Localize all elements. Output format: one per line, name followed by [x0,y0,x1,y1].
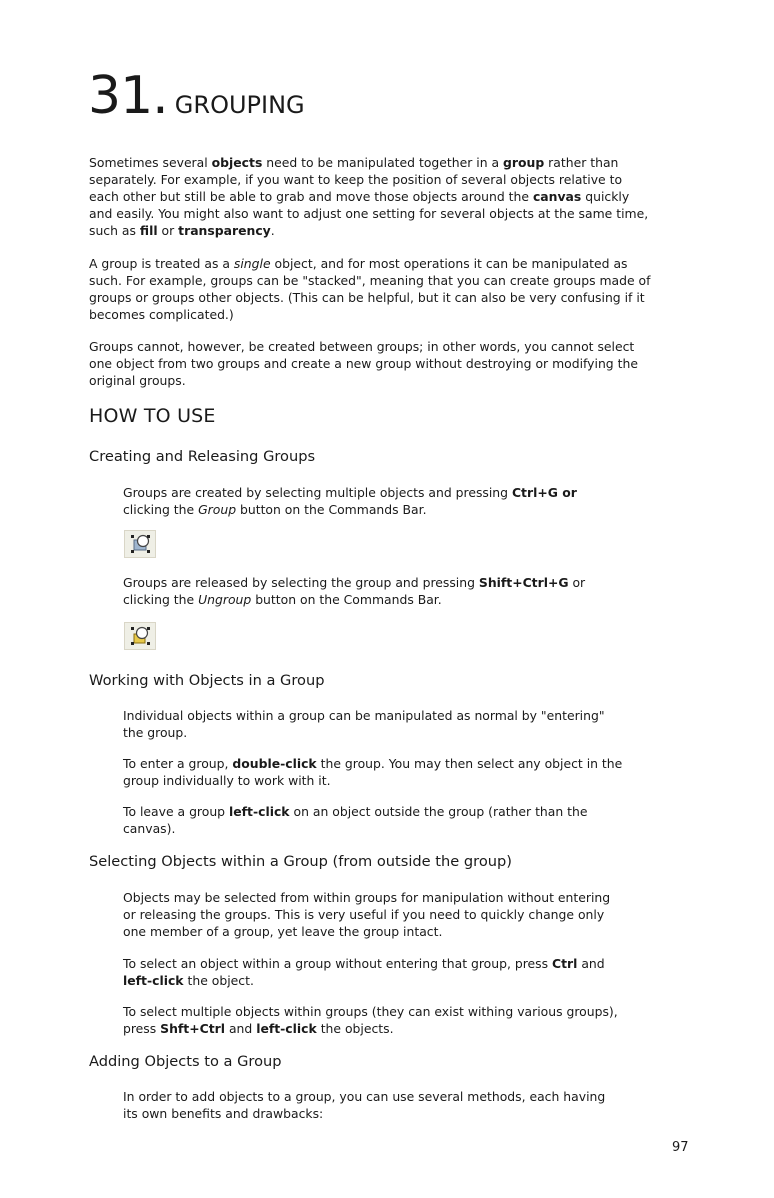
text-run: In order to add objects to a group, you can use several methods, each having its own benefits and drawbacks: [123,1089,606,1121]
bold-term: group [503,155,545,170]
text-run: or [157,223,179,238]
text-run: . [270,223,275,238]
text-run: the object. [183,973,254,988]
text-run: Groups cannot, however, be created between groups; in other words, you cannot select one object from two groups and create a new group without destroying or modifying the original groups. [89,339,638,388]
bold-term: Ctrl [552,956,578,971]
text-run: Groups are created by selecting multiple objects and pressing [123,485,512,500]
text-run: To leave a group [123,804,229,819]
text-run: and [225,1021,257,1036]
bold-term: left-click [123,973,184,988]
bold-term: left-click [256,1021,317,1036]
text-run: Sometimes several [89,155,212,170]
text-run: button on the Commands Bar. [251,592,442,607]
chapter-title [88,66,305,126]
text-run: To enter a group, [123,756,233,771]
text-run: the group. You may then select any object in the group individually to work with it. [123,756,623,788]
text-run: Groups are released by selecting the group and pressing [123,575,479,590]
selecting-paragraph-2 [123,955,623,989]
chapter-name: GROUPING [174,91,305,119]
bold-term: objects [211,155,263,170]
italic-term: Ungroup [198,592,252,607]
working-paragraph-3 [123,803,623,837]
text-run: rather than separately. For example, if you want to keep the position of several objects relative to each other but still be able to grab and move those objects around the [89,155,623,204]
bold-term: Ctrl+G or [511,485,577,500]
bold-term: transparency [178,223,271,238]
how-to-use-heading: HOW TO USE [89,405,216,427]
intro-paragraph-2 [89,255,655,323]
italic-term: single [233,256,271,271]
text-run: on an object outside the group (rather than the canvas). [123,804,588,836]
text-run: object, and for most operations it can be manipulated as such. For example, groups can be "stacked", meaning that you can create groups made of groups or groups other objects. (This can be helpful, but it can also be very confusing if it becomes complicated.) [89,256,651,322]
adding-heading: Adding Objects to a Group [89,1053,282,1070]
text-run: A group is treated as a [89,256,234,271]
page-number: 97 [672,1140,689,1155]
text-run: the objects. [316,1021,394,1036]
creating-paragraph-1 [123,484,623,518]
working-heading: Working with Objects in a Group [89,672,325,689]
creating-paragraph-2 [123,574,623,608]
group-icon [124,530,156,558]
text-run: or clicking the [123,575,586,607]
creating-releasing-heading: Creating and Releasing Groups [89,448,316,465]
selecting-paragraph-3 [123,1003,623,1037]
bold-term: Shift+Ctrl+G [478,575,569,590]
bold-term: double-click [232,756,317,771]
text-run: quickly and easily. You might also want to adjust one setting for several objects at the same time, such as [89,189,649,238]
selecting-paragraph-1 [123,889,623,940]
text-run: button on the Commands Bar. [236,502,427,517]
text-run: Individual objects within a group can be manipulated as normal by "entering" the group. [123,708,605,740]
text-run: and [577,956,605,971]
intro-paragraph-1 [89,154,655,239]
selecting-heading: Selecting Objects within a Group (from outside the group) [89,853,512,870]
italic-term: Group [198,502,237,517]
text-run: need to be manipulated together in a [262,155,504,170]
adding-paragraph-1 [123,1088,623,1122]
bold-term: fill [139,223,158,238]
ungroup-icon [124,622,156,650]
bold-term: left-click [229,804,290,819]
working-paragraph-1 [123,707,623,741]
text-run: To select multiple objects within groups (they can exist withing various groups), press [123,1004,618,1036]
working-paragraph-2 [123,755,623,789]
text-run: clicking the [123,502,199,517]
bold-term: Shft+Ctrl [160,1021,225,1036]
bold-term: canvas [532,189,582,204]
intro-paragraph-3 [89,338,655,389]
text-run: Objects may be selected from within groups for manipulation without entering or releasing the groups. This is very useful if you need to quickly change only one member of a group, yet leave the group intact. [123,890,611,939]
chapter-number: 31. [88,66,168,126]
text-run: To select an object within a group without entering that group, press [123,956,553,971]
